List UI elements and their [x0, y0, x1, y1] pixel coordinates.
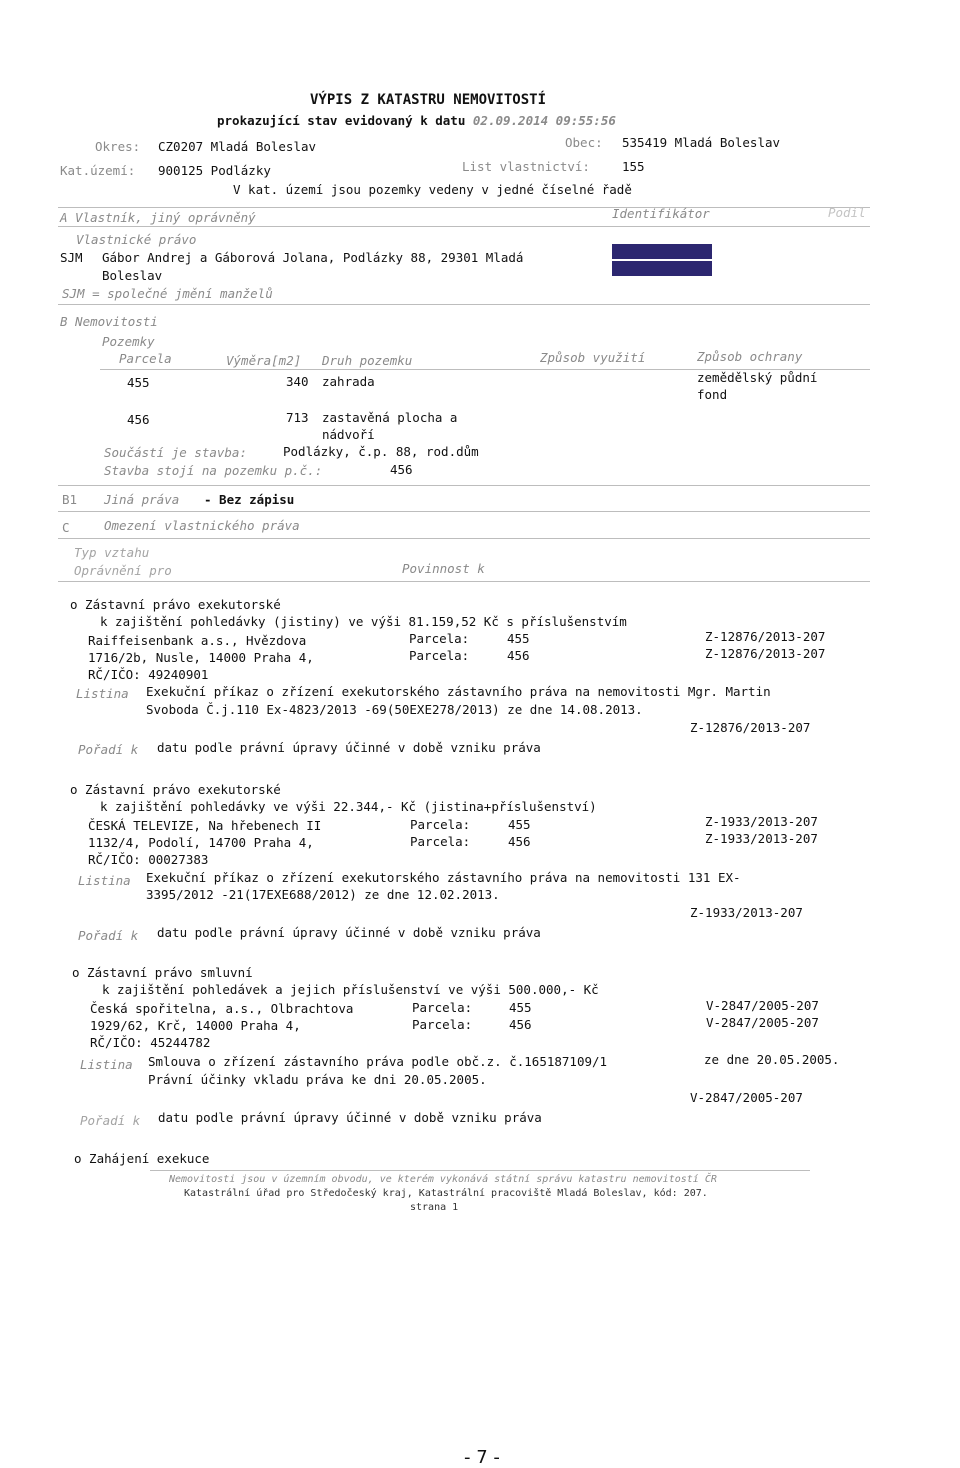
entry-parcel-label: Parcela:: [410, 817, 471, 832]
section-a-heading: A Vlastník, jiný oprávněný: [60, 210, 256, 225]
entry-claim: k zajištění pohledávky (jistiny) ve výši 81.159,52 Kč s příslušenstvím: [100, 614, 627, 629]
listina-ref: V-2847/2005-207: [690, 1090, 803, 1105]
entry-party: Česká spořitelna, a.s., Olbrachtova: [90, 1001, 354, 1016]
entry-party-address: 1716/2b, Nusle, 14000 Praha 4,: [88, 650, 314, 665]
povinnost-label: Povinnost k: [402, 561, 485, 576]
entry-ref: Z-1933/2013-207: [705, 831, 818, 846]
entry-parcel-value: 455: [508, 817, 531, 832]
listina-text-cont: Svoboda Č.j.110 Ex-4823/2013 -69(50EXE278/2013) ze dne 14.08.2013.: [146, 702, 643, 717]
entry-ref: Z-12876/2013-207: [705, 646, 826, 661]
entry-ref: Z-1933/2013-207: [705, 814, 818, 829]
parcel-protection: zemědělský půdní: [697, 370, 818, 385]
parcel-area: 713: [286, 410, 309, 425]
pozemky-label: Pozemky: [102, 334, 155, 349]
section-c-code: C: [62, 520, 70, 535]
opravneni-label: Oprávnění pro: [74, 563, 172, 578]
footer-line-2: Katastrální úřad pro Středočeský kraj, Katastrální pracoviště Mladá Boleslav, kód: 207.: [184, 1188, 708, 1199]
entry-title: o Zástavní právo smluvní: [72, 965, 253, 980]
stavba-label: Stavba stojí na pozemku p.č.:: [104, 463, 323, 478]
entry-parcel-label: Parcela:: [412, 1017, 473, 1032]
poradi-text: datu podle právní úpravy účinné v době vzniku práva: [157, 740, 541, 755]
listina-text-cont: 3395/2012 -21(17EXE688/2012) ze dne 12.02.2013.: [146, 887, 500, 902]
entry-parcel-label: Parcela:: [409, 631, 470, 646]
entry-claim: k zajištění pohledávky ve výši 22.344,- Kč (jistina+příslušenství): [100, 799, 597, 814]
obec-value: 535419 Mladá Boleslav: [622, 135, 781, 150]
divider: [58, 226, 870, 227]
footer-line-1: Nemovitosti jsou v územním obvodu, ve kterém vykonává státní správu katastru nemovitostí ČR: [169, 1174, 717, 1185]
stavba-value: 456: [390, 462, 413, 477]
entry-party-id: RČ/IČO: 49240901: [88, 667, 209, 682]
numbering-note: V kat. území jsou pozemky vedeny v jedné číselné řadě: [233, 182, 632, 197]
entry-claim: k zajištění pohledávek a jejich příslušenství ve výši 500.000,- Kč: [102, 982, 599, 997]
entry-title: o Zástavní právo exekutorské: [70, 782, 281, 797]
poradi-text: datu podle právní úpravy účinné v době vzniku práva: [158, 1110, 542, 1125]
entry-parcel-label: Parcela:: [412, 1000, 473, 1015]
section-c-heading: Omezení vlastnického práva: [104, 518, 300, 533]
obec-label: Obec:: [565, 135, 603, 150]
entry-title: o Zástavní právo exekutorské: [70, 597, 281, 612]
parcel-type-cont: nádvoří: [322, 427, 375, 442]
divider: [58, 304, 870, 305]
divider: [58, 511, 870, 512]
listina-text-cont: Právní účinky vkladu práva ke dni 20.05.2005.: [148, 1072, 487, 1087]
poradi-label: Pořadí k: [78, 742, 139, 757]
entry-ref: Z-12876/2013-207: [705, 629, 826, 644]
listina-ref: Z-1933/2013-207: [690, 905, 803, 920]
parcel-area: 340: [286, 374, 309, 389]
entry-parcel-value: 455: [507, 631, 530, 646]
entry-party-id: RČ/IČO: 45244782: [90, 1035, 211, 1050]
section-b1-label: Jiná práva: [104, 492, 180, 507]
listina-text: Smlouva o zřízení zástavního práva podle obč.z. č.165187109/1: [148, 1054, 608, 1069]
col-podil: Podíl: [828, 205, 866, 220]
vlastnicke-pravo-label: Vlastnické právo: [76, 232, 197, 247]
entry-party: ČESKÁ TELEVIZE, Na hřebenech II: [88, 818, 322, 833]
entry-parcel-value: 456: [507, 648, 530, 663]
list-vlastnictvi-value: 155: [622, 159, 645, 174]
listina-label: Listina: [80, 1057, 133, 1072]
parcel-number: 456: [127, 412, 150, 427]
parcel-number: 455: [127, 375, 150, 390]
typ-vztahu-label: Typ vztahu: [74, 545, 150, 560]
divider: [58, 581, 870, 582]
subtitle: [217, 113, 616, 129]
poradi-label: Pořadí k: [78, 928, 139, 943]
okres-value: CZ0207 Mladá Boleslav: [158, 139, 317, 154]
entry-title: o Zahájení exekuce: [74, 1151, 210, 1166]
divider: [58, 207, 870, 208]
listina-text: Exekuční příkaz o zřízení exekutorského zástavního práva na nemovitosti 131 EX-: [146, 870, 741, 885]
listina-label: Listina: [76, 686, 129, 701]
entry-party: Raiffeisenbank a.s., Hvězdova: [88, 633, 307, 648]
parcel-type: zahrada: [322, 374, 375, 389]
col-vymera: Výměra[m2]: [226, 353, 302, 368]
listina-ref: Z-12876/2013-207: [690, 720, 811, 735]
page-number: - 7 -: [464, 1447, 500, 1468]
owner-city: Boleslav: [102, 268, 163, 283]
parcel-protection-cont: fond: [697, 387, 728, 402]
entry-party-id: RČ/IČO: 00027383: [88, 852, 209, 867]
entry-parcel-label: Parcela:: [410, 834, 471, 849]
listina-label: Listina: [78, 873, 131, 888]
parcel-type: zastavěná plocha a: [322, 410, 458, 425]
page-title: VÝPIS Z KATASTRU NEMOVITOSTÍ: [310, 92, 547, 108]
redacted-identifier: [612, 244, 712, 259]
soucast-label: Součástí je stavba:: [104, 445, 247, 460]
col-druh: Druh pozemku: [322, 353, 413, 368]
katuzemi-label: Kat.území:: [60, 163, 136, 178]
listina-text: Exekuční příkaz o zřízení exekutorského zástavního práva na nemovitosti Mgr. Martin: [146, 684, 771, 699]
col-ochrany: Způsob ochrany: [697, 349, 803, 364]
soucast-value: Podlázky, č.p. 88, rod.dům: [283, 444, 479, 459]
divider: [58, 485, 870, 486]
section-b1-code: B1: [62, 492, 78, 507]
section-b-heading: B Nemovitosti: [60, 314, 158, 329]
listina-date: ze dne 20.05.2005.: [704, 1052, 840, 1067]
divider: [150, 1170, 810, 1171]
subtitle-prefix: prokazující stav evidovaný k datu: [217, 113, 466, 128]
katuzemi-value: 900125 Podlázky: [158, 163, 271, 178]
col-identifikator: Identifikátor: [612, 206, 710, 221]
footer-page: strana 1: [410, 1202, 459, 1213]
divider: [58, 538, 870, 539]
section-b1-value: - Bez zápisu: [204, 492, 295, 507]
sjm-legend: SJM = společné jmění manželů: [62, 286, 273, 301]
entry-parcel-value: 456: [508, 834, 531, 849]
entry-parcel-value: 455: [509, 1000, 532, 1015]
entry-parcel-value: 456: [509, 1017, 532, 1032]
okres-label: Okres:: [95, 139, 141, 154]
entry-party-address: 1929/62, Krč, 14000 Praha 4,: [90, 1018, 301, 1033]
entry-parcel-label: Parcela:: [409, 648, 470, 663]
redacted-identifier: [612, 261, 712, 276]
entry-party-address: 1132/4, Podolí, 14700 Praha 4,: [88, 835, 314, 850]
entry-ref: V-2847/2005-207: [706, 998, 819, 1013]
list-vlastnictvi-label: List vlastnictví:: [462, 159, 590, 174]
poradi-text: datu podle právní úpravy účinné v době vzniku práva: [157, 925, 541, 940]
col-parcela: Parcela: [119, 351, 172, 366]
owner-name: Gábor Andrej a Gáborová Jolana, Podlázky 88, 29301 Mladá: [102, 250, 524, 265]
subtitle-date: 02.09.2014 09:55:56: [472, 113, 616, 128]
col-vyuziti: Způsob využití: [540, 350, 646, 365]
owner-type: SJM: [60, 250, 83, 265]
poradi-label: Pořadí k: [80, 1113, 141, 1128]
entry-ref: V-2847/2005-207: [706, 1015, 819, 1030]
